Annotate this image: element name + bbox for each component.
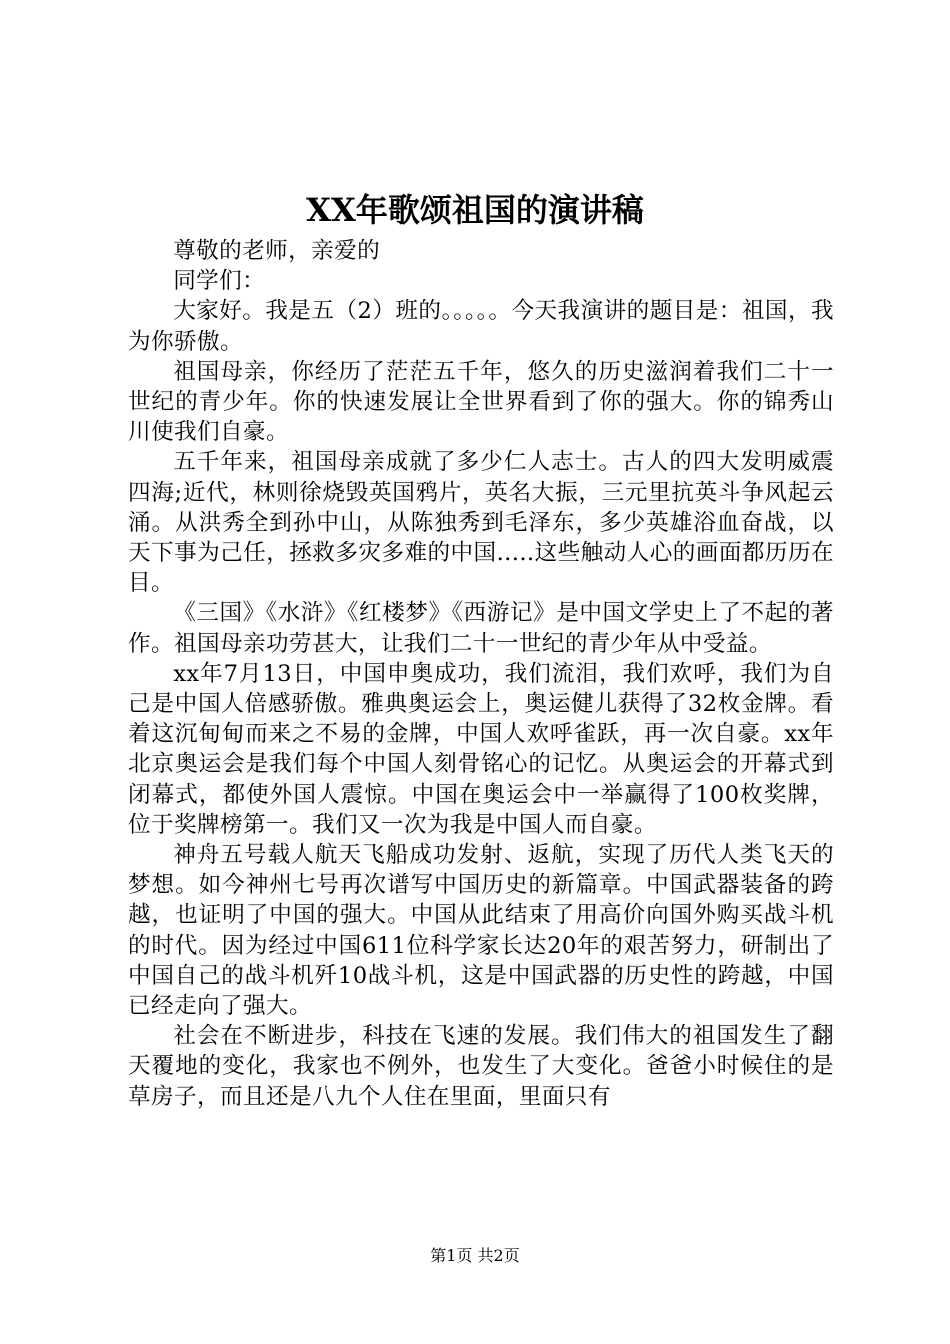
paragraph-aerospace: 神舟五号载人航天飞船成功发射、返航，实现了历代人类飞天的梦想。如今神州七号再次谱写中国历史的新篇章。中国武器装备的跨越，也证明了中国的强大。中国从此结束了用高价向国外购买战斗机的时代。因为经过中国611位科学家长达20年的艰苦努力，研制出了中国自己的战斗机歼10战斗机，这是中国武器的历史性的跨越，中国已经走向了强大。 <box>128 842 834 1020</box>
paragraph-salutation-1: 尊敬的老师，亲爱的 <box>173 238 381 264</box>
paragraph-olympics: xx年7月13日，中国申奥成功，我们流泪，我们欢呼，我们为自己是中国人倍感骄傲。雅典奥运会上，奥运健儿获得了32枚金牌。看着这沉甸甸而来之不易的金牌，中国人欢呼雀跃，再一次自豪。xx年北京奥运会是我们每个中国人刻骨铭心的记忆。从奥运会的开幕式到闭幕式，都使外国人震惊。中国在奥运会中一举赢得了100枚奖牌，位于奖牌榜第一。我们又一次为我是中国人而自豪。 <box>128 660 834 838</box>
paragraph-history: 五千年来，祖国母亲成就了多少仁人志士。古人的四大发明威震四海;近代，林则徐烧毁英国鸦片，英名大振，三元里抗英斗争风起云涌。从洪秀全到孙中山，从陈独秀到毛泽东，多少英雄浴血奋战，以天下事为己任，拯救多灾多难的中国.....这些触动人心的画面都历历在目。 <box>128 449 834 597</box>
paragraph-salutation-2: 同学们： <box>173 268 266 295</box>
page-number-footer: 第1页 共2页 <box>430 1246 520 1265</box>
paragraph-society: 社会在不断进步，科技在飞速的发展。我们伟大的祖国发生了翻天覆地的变化，我家也不例外，也发生了大变化。爸爸小时候住的是草房子，而且还是八九个人住在里面，里面只有 <box>128 1023 834 1110</box>
speech-body <box>128 236 834 1112</box>
paragraph-greeting: 大家好。我是五（2）班的。。。。。今天我演讲的题目是：祖国，我为你骄傲。 <box>128 298 834 355</box>
paragraph-motherland: 祖国母亲，你经历了茫茫五千年，悠久的历史滋润着我们二十一世纪的青少年。你的快速发展让全世界看到了你的强大。你的锦秀山川使我们自豪。 <box>128 358 834 446</box>
document-title: XX年歌颂祖国的演讲稿 <box>306 191 644 229</box>
paragraph-literature: 《三国》《水浒》《红楼梦》《西游记》是中国文学史上了不起的著作。祖国母亲功劳甚大，让我们二十一世纪的青少年从中受益。 <box>128 600 834 657</box>
